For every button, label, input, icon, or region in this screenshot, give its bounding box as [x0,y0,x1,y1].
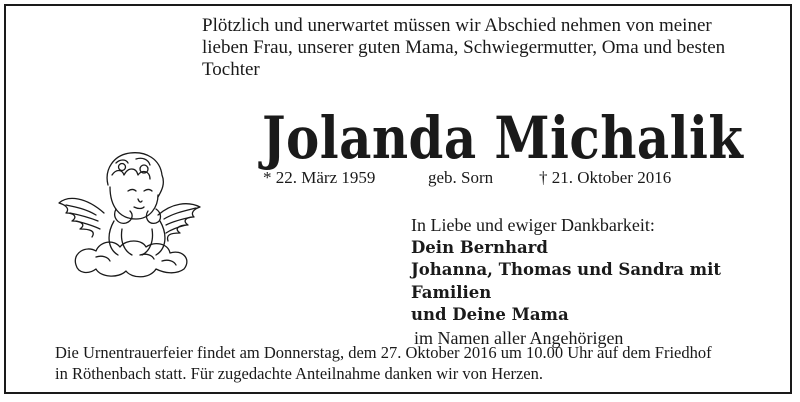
death-date: † 21. Oktober 2016 [539,168,672,187]
mourner-line-1: Dein Bernhard [411,237,548,257]
birth-date: * 22. März 1959 [263,168,376,187]
intro-text [202,15,762,81]
intro-line-3: Tochter [202,59,260,80]
mourner-line-4: im Namen aller Angehörigen [414,327,624,348]
mourner-line-3: und Deine Mama [411,305,569,324]
service-announcement [55,342,785,384]
intro-line-2: lieben Frau, unserer guten Mama, Schwiegermutter, Oma und besten [202,37,726,58]
deceased-name: Jolanda Michalik [262,104,744,172]
intro-line-1: Plötzlich und unerwartet müssen wir Abschied nehmen von meiner [202,15,712,36]
service-line-1: Die Urnentrauerfeier findet am Donnerstag, dem 27. Oktober 2016 um 10.00 Uhr auf dem Friedhof [55,343,712,362]
service-line-2: in Röthenbach statt. Für zugedachte Anteilnahme danken wir von Herzen. [55,364,543,383]
cherub-angel-icon [56,145,206,285]
mourner-line-2: Johanna, Thomas und Sandra mit Familien [411,260,722,302]
mourners-heading: In Liebe und ewiger Dankbarkeit: [411,215,655,235]
mourners-block [411,214,800,349]
maiden-name: geb. Sorn [428,168,494,187]
